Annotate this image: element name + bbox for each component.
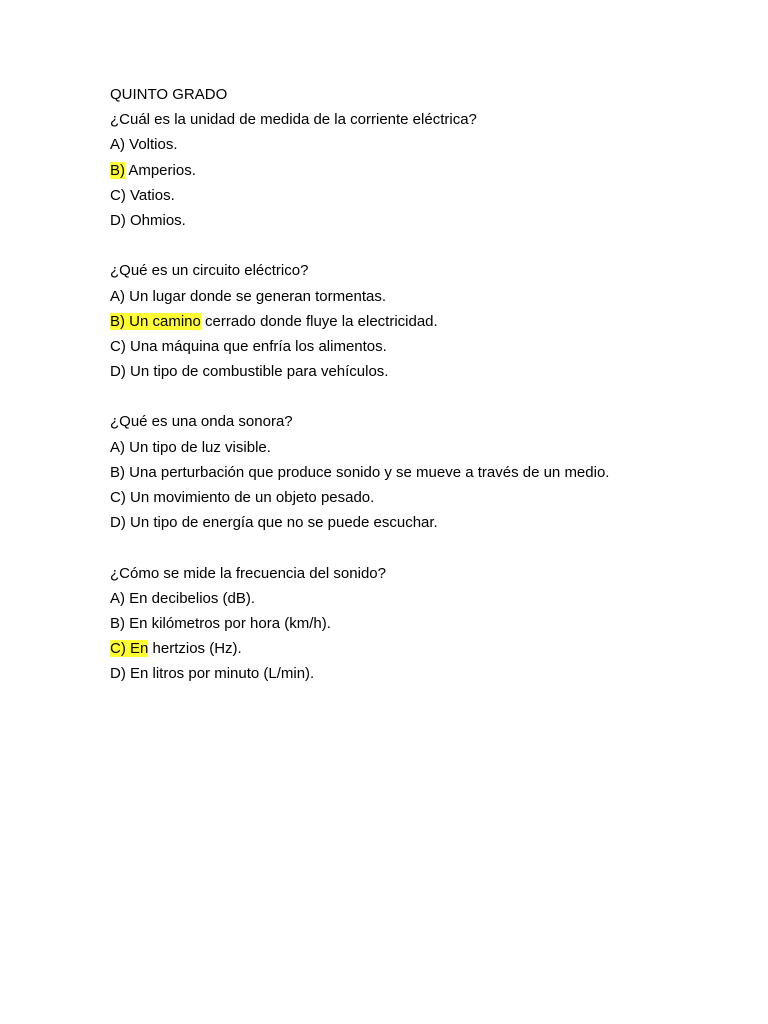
highlighted-text: C) En [110,640,149,658]
question-block-4 [110,561,710,687]
option-text: A) Un lugar donde se generan tormentas. [110,287,386,305]
question-block-2 [110,258,710,384]
question-block-1 [110,107,710,233]
option-text: A) En decibelios (dB). [110,589,256,607]
option-text: B) Una perturbación que produce sonido y se mueve a través de un medio. [110,463,610,481]
highlighted-text: B) Un camino [110,312,201,330]
paragraph-spacer [110,535,710,560]
answer-option [110,183,710,208]
answer-option [110,334,710,359]
document-body [110,82,710,687]
option-text: cerrado donde fluye la electricidad. [200,312,438,330]
highlighted-text: B) [110,161,125,179]
option-text: C) Una máquina que enfría los alimentos. [110,337,387,355]
answer-option [110,132,710,157]
answer-option [110,611,710,636]
answer-option [110,284,710,309]
question-text: ¿Qué es un circuito eléctrico? [110,262,309,280]
paragraph-spacer [110,233,710,258]
answer-option [110,586,710,611]
answer-option [110,208,710,233]
option-text: B) En kilómetros por hora (km/h). [110,614,331,632]
answer-option [110,359,710,384]
question-text: ¿Cuál es la unidad de medida de la corriente eléctrica? [110,111,477,129]
option-text: Amperios. [125,161,196,179]
document-title: QUINTO GRADO [110,86,228,103]
question-text: ¿Qué es una onda sonora? [110,413,293,431]
option-text: C) Vatios. [110,186,175,204]
option-text: C) Un movimiento de un objeto pesado. [110,489,375,506]
answer-option [110,485,710,510]
option-text: D) En litros por minuto (L/min). [110,665,315,683]
option-text: A) Voltios. [110,136,178,154]
answer-option [110,661,710,686]
option-text: D) Un tipo de combustible para vehículos. [110,363,389,381]
answer-option [110,460,710,485]
answer-option [110,158,710,183]
answer-option [110,435,710,460]
option-text: D) Un tipo de energía que no se puede escuchar. [110,514,438,532]
answer-option [110,309,710,334]
question-block-3 [110,409,710,535]
option-text: A) Un tipo de luz visible. [110,438,271,456]
question-text: ¿Cómo se mide la frecuencia del sonido? [110,564,386,582]
answer-option [110,636,710,661]
answer-option [110,510,710,535]
paragraph-spacer [110,384,710,409]
option-text: D) Ohmios. [110,211,186,229]
option-text: hertzios (Hz). [148,640,242,658]
